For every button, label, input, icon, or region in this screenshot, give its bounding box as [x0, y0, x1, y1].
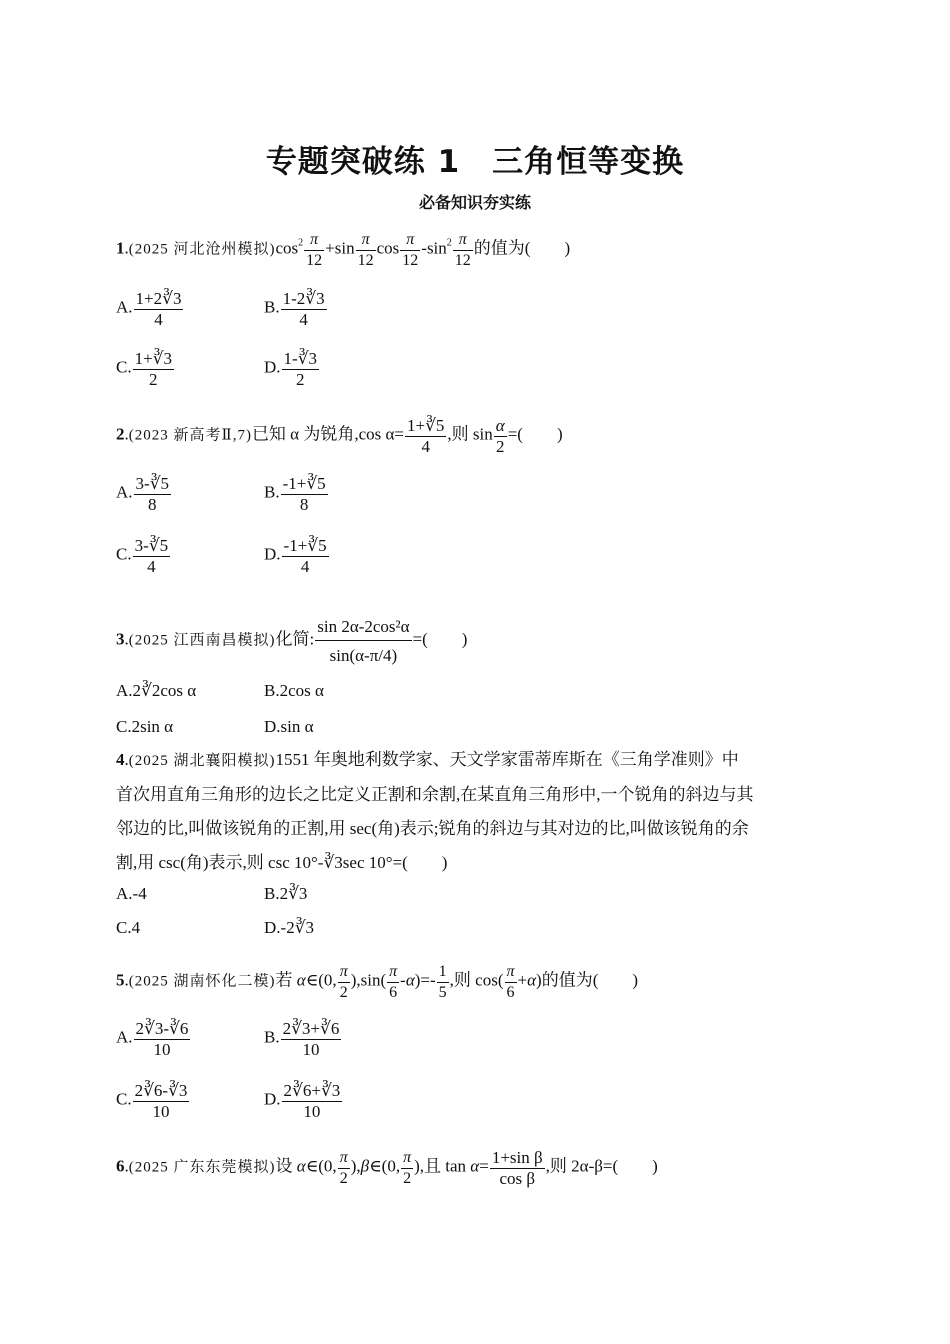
question-6-stem: 6.(2025 广东东莞模拟)设 α∈(0, $\frac{\pi}{2}$ ),β∈(0, $\frac{\pi}{2}$ ),且 tan α= $\frac{\text{1+sin β}}{\text{cos β}}$ ,则 2α-β=( ) [116, 1148, 658, 1188]
q5-option-c[interactable]: C. $\frac{2∛6-∛3}{10}$ [116, 1081, 188, 1121]
question-source: (2025 广东东莞模拟) [128, 1159, 276, 1176]
q1-option-a[interactable]: A. $\frac{1+2∛3}{4}$ [116, 289, 182, 329]
q2-option-b[interactable]: B. $\frac{-1+∛5}{8}$ [264, 474, 326, 514]
q1-option-b[interactable]: B. $\frac{1-2∛3}{4}$ [264, 289, 325, 329]
q5-option-d[interactable]: D. $\frac{2∛6+∛3}{10}$ [264, 1081, 341, 1121]
q5-option-a[interactable]: A. $\frac{2∛3-∛6}{10}$ [116, 1019, 189, 1059]
question-number: 1 [116, 238, 125, 258]
section-subtitle: 必备知识夯实练 [418, 193, 531, 212]
question-tail: 的值为( ) [473, 238, 571, 258]
question-5-stem: 5.(2025 湖南怀化二模)若 α∈(0, $\frac{\pi}{2}$ ),sin( $\frac{\pi}{6}$ -α)=- $\frac{1}{5}$ ,则 cos( $\frac{\pi}{6}$ +α)的值为( ) [116, 963, 639, 1001]
q5-option-b[interactable]: B. $\frac{2∛3+∛6}{10}$ [264, 1019, 340, 1059]
q3-option-b[interactable]: B.2cos α [264, 681, 324, 700]
question-4-stem: 4.(2025 湖北襄阳模拟)1551 年奥地利数学家、天文学家雷蒂库斯在《三角学准则》中 首次用直角三角形的边长之比定义正割和余割,在某直角三角形中,一个锐角的斜边与其 邻边的比,叫做该锐角的正割,用 sec(角)表示;锐角的斜边与其对边的比,叫做该锐角的余 割,用 csc(角)表示,则 csc 10°-∛3sec 10°=( ) [116, 750, 754, 872]
q3-option-a[interactable]: A.2∛2cos α [116, 681, 197, 700]
question-1-stem: 1.(2025 河北沧州模拟)$\cos^2$ $\frac{\pi}{12}$ +sin $\frac{\pi}{12}$ cos $\frac{\pi}{12}$ $-\sin^2$ $\frac{\pi}{12}$ 的值为( ) [116, 231, 571, 269]
question-3-stem: 3.(2025 江西南昌模拟)化简: $\frac{\text{sin 2α-2cos²α}}{\sin(\alpha-\pi/4)}$ =( ) [116, 612, 467, 669]
question-source: (2025 河北沧州模拟) [128, 241, 276, 258]
q4-option-c[interactable]: C.4 [116, 918, 141, 937]
question-number: 3 [116, 629, 125, 649]
q2-option-a[interactable]: A. $\frac{3-∛5}{8}$ [116, 474, 170, 514]
question-source: (2025 湖北襄阳模拟) [128, 753, 276, 769]
page-title: 专题突破练 1 三角恒等变换 [265, 144, 685, 180]
q4-option-d[interactable]: D.-2∛3 [264, 918, 315, 937]
q2-option-d[interactable]: D. $\frac{-1+∛5}{4}$ [264, 536, 327, 576]
q3-option-d[interactable]: D.sin α [264, 717, 314, 736]
question-source: (2025 湖南怀化二模) [128, 973, 276, 990]
q1-option-c[interactable]: C. $\frac{1+∛3}{2}$ [116, 349, 173, 389]
q2-option-c[interactable]: C. $\frac{3-∛5}{4}$ [116, 536, 169, 576]
question-source: (2023 新高考Ⅱ,7) [128, 427, 252, 444]
q4-option-a[interactable]: A.-4 [116, 884, 147, 903]
q3-option-c[interactable]: C.2sin α [116, 717, 174, 736]
question-number: 6 [116, 1156, 125, 1176]
question-number: 2 [116, 424, 125, 444]
question-number: 5 [116, 970, 125, 990]
question-2-stem: 2.(2023 新高考Ⅱ,7)已知 α 为锐角,cos α= $\frac{1+∛5}{4}$ ,则 sin $\frac{\alpha}{2}$ =( ) [116, 416, 563, 456]
question-number: 4 [116, 750, 125, 769]
q1-option-d[interactable]: D. $\frac{1-∛3}{2}$ [264, 349, 318, 389]
q4-option-b[interactable]: B.2∛3 [264, 884, 308, 903]
question-source: (2025 江西南昌模拟) [128, 632, 276, 649]
